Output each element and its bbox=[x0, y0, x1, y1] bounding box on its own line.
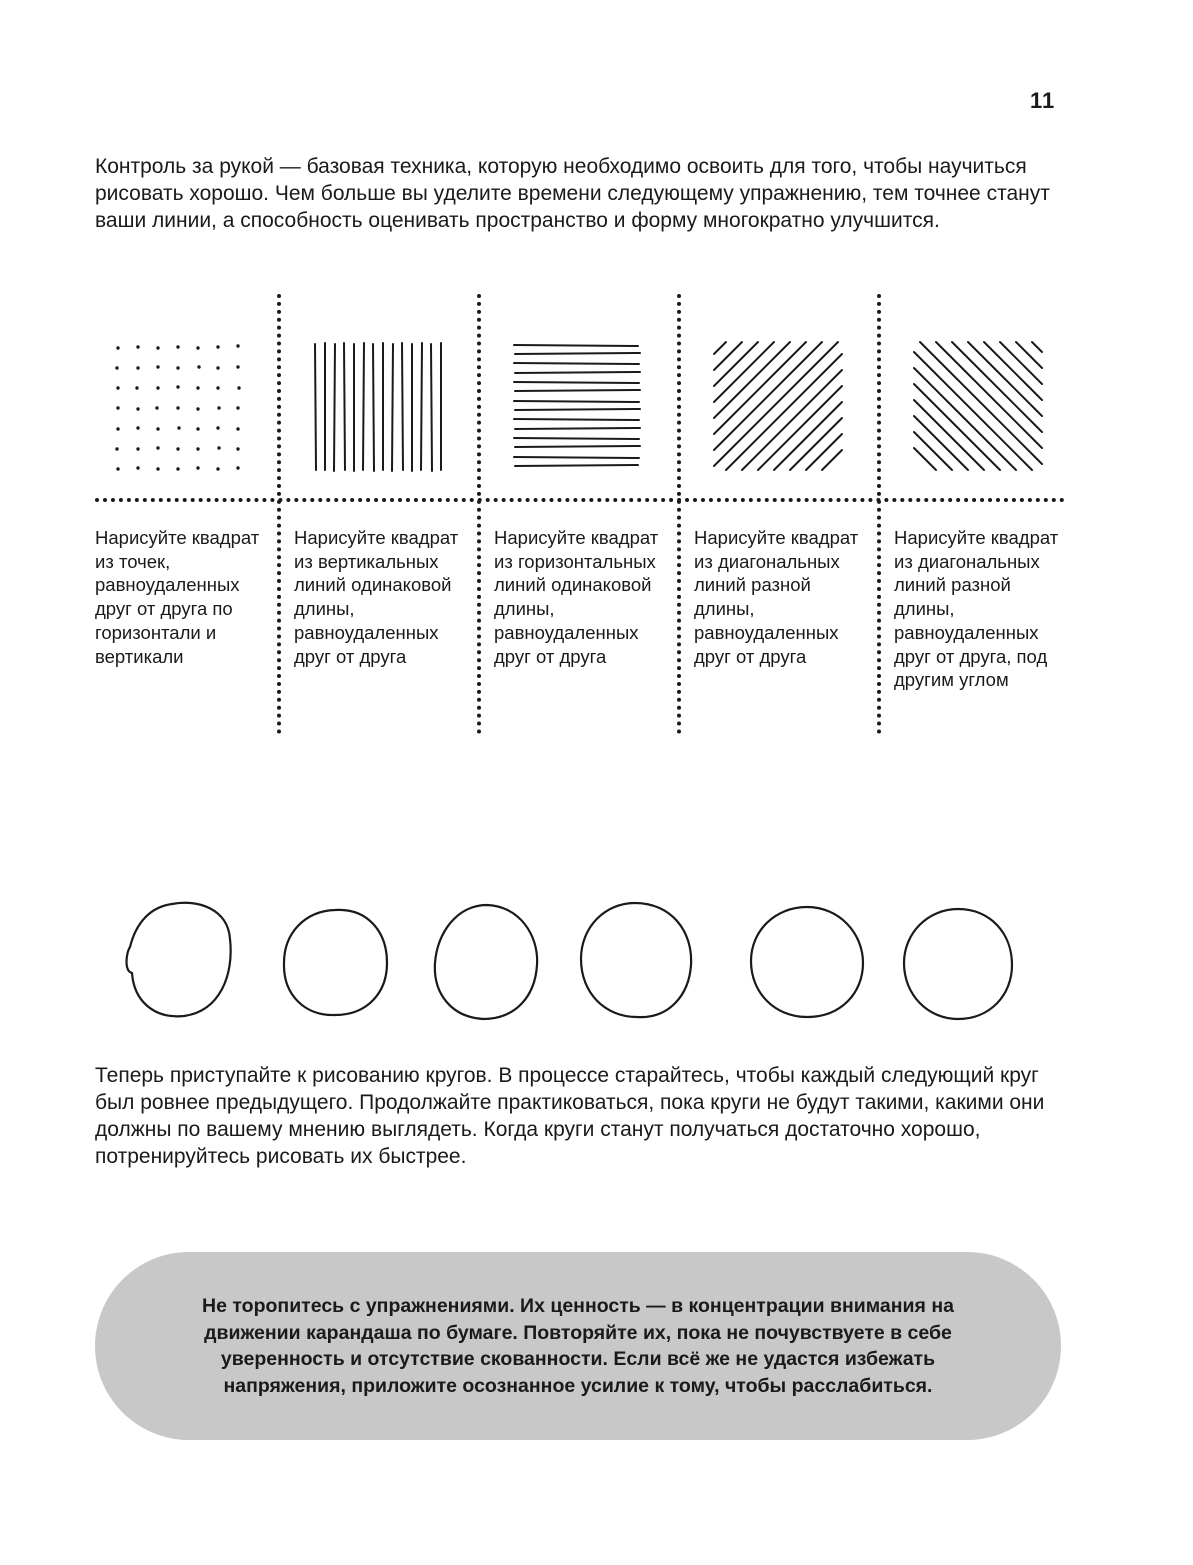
column-separator bbox=[477, 294, 481, 734]
exercise-caption: Нарисуйте квадрат из диагональных линий разной длины, равноудаленных друг от друга bbox=[694, 527, 859, 667]
intro-paragraph: Контроль за рукой — базовая техника, которую необходимо освоить для того, чтобы научиться рисовать хорошо. Чем больше вы уделите времени следующему упражнению, тем точнее станут ваши линии, а способность оценивать пространство и форму многократно улучшится. bbox=[95, 155, 1050, 232]
vertical-lines-drawing bbox=[312, 340, 446, 474]
hand-drawn-circle bbox=[120, 895, 244, 1025]
hand-drawn-circle bbox=[575, 895, 699, 1025]
row-separator bbox=[95, 498, 1065, 502]
exercise-caption: Нарисуйте квадрат из точек, равноудаленных друг от друга по горизонтали и вертикали bbox=[95, 527, 260, 667]
exercise-caption: Нарисуйте квадрат из горизонтальных линий одинаковой длины, равноудаленных друг от друга bbox=[494, 527, 659, 667]
hand-drawn-circle bbox=[275, 895, 399, 1025]
exercise-grid bbox=[0, 290, 1193, 760]
diagonal-lines-other-angle-drawing bbox=[912, 340, 1046, 474]
hand-drawn-circle bbox=[898, 895, 1022, 1025]
exercise-caption: Нарисуйте квадрат из диагональных линий разной длины, равноудаленных друг от друга, под другим углом bbox=[894, 527, 1059, 691]
horizontal-lines-drawing bbox=[512, 340, 646, 474]
column-separator bbox=[877, 294, 881, 734]
column-separator bbox=[677, 294, 681, 734]
tip-box bbox=[95, 1252, 1061, 1440]
circles-paragraph: Теперь приступайте к рисованию кругов. В процессе старайтесь, чтобы каждый следующий круг был ровнее предыдущего. Продолжайте практиковаться, пока круги не будут такими, какими они должны по вашему мнению выглядеть. Когда круги станут получаться достаточно хорошо, потренируйтесь рисовать их быстрее. bbox=[95, 1064, 1045, 1168]
page-number: 11 bbox=[1030, 88, 1056, 113]
hand-drawn-circle bbox=[425, 895, 549, 1025]
dot-grid-drawing bbox=[112, 340, 246, 474]
hand-drawn-circle bbox=[745, 895, 869, 1025]
exercise-caption: Нарисуйте квадрат из вертикальных линий одинаковой длины, равноудаленных друг от друга bbox=[294, 527, 459, 667]
circles-row bbox=[0, 895, 1193, 1035]
column-separator bbox=[277, 294, 281, 734]
diagonal-lines-drawing bbox=[712, 340, 846, 474]
tip-text: Не торопитесь с упражнениями. Их ценность — в концентрации внимания на движении карандаша по бумаге. Повторяйте их, пока не почувствуете в себе уверенность и отсутствие скованности. Если всё же не удастся избежать напряжения, приложите осознанное усилие к тому, чтобы расслабиться. bbox=[202, 1295, 954, 1397]
